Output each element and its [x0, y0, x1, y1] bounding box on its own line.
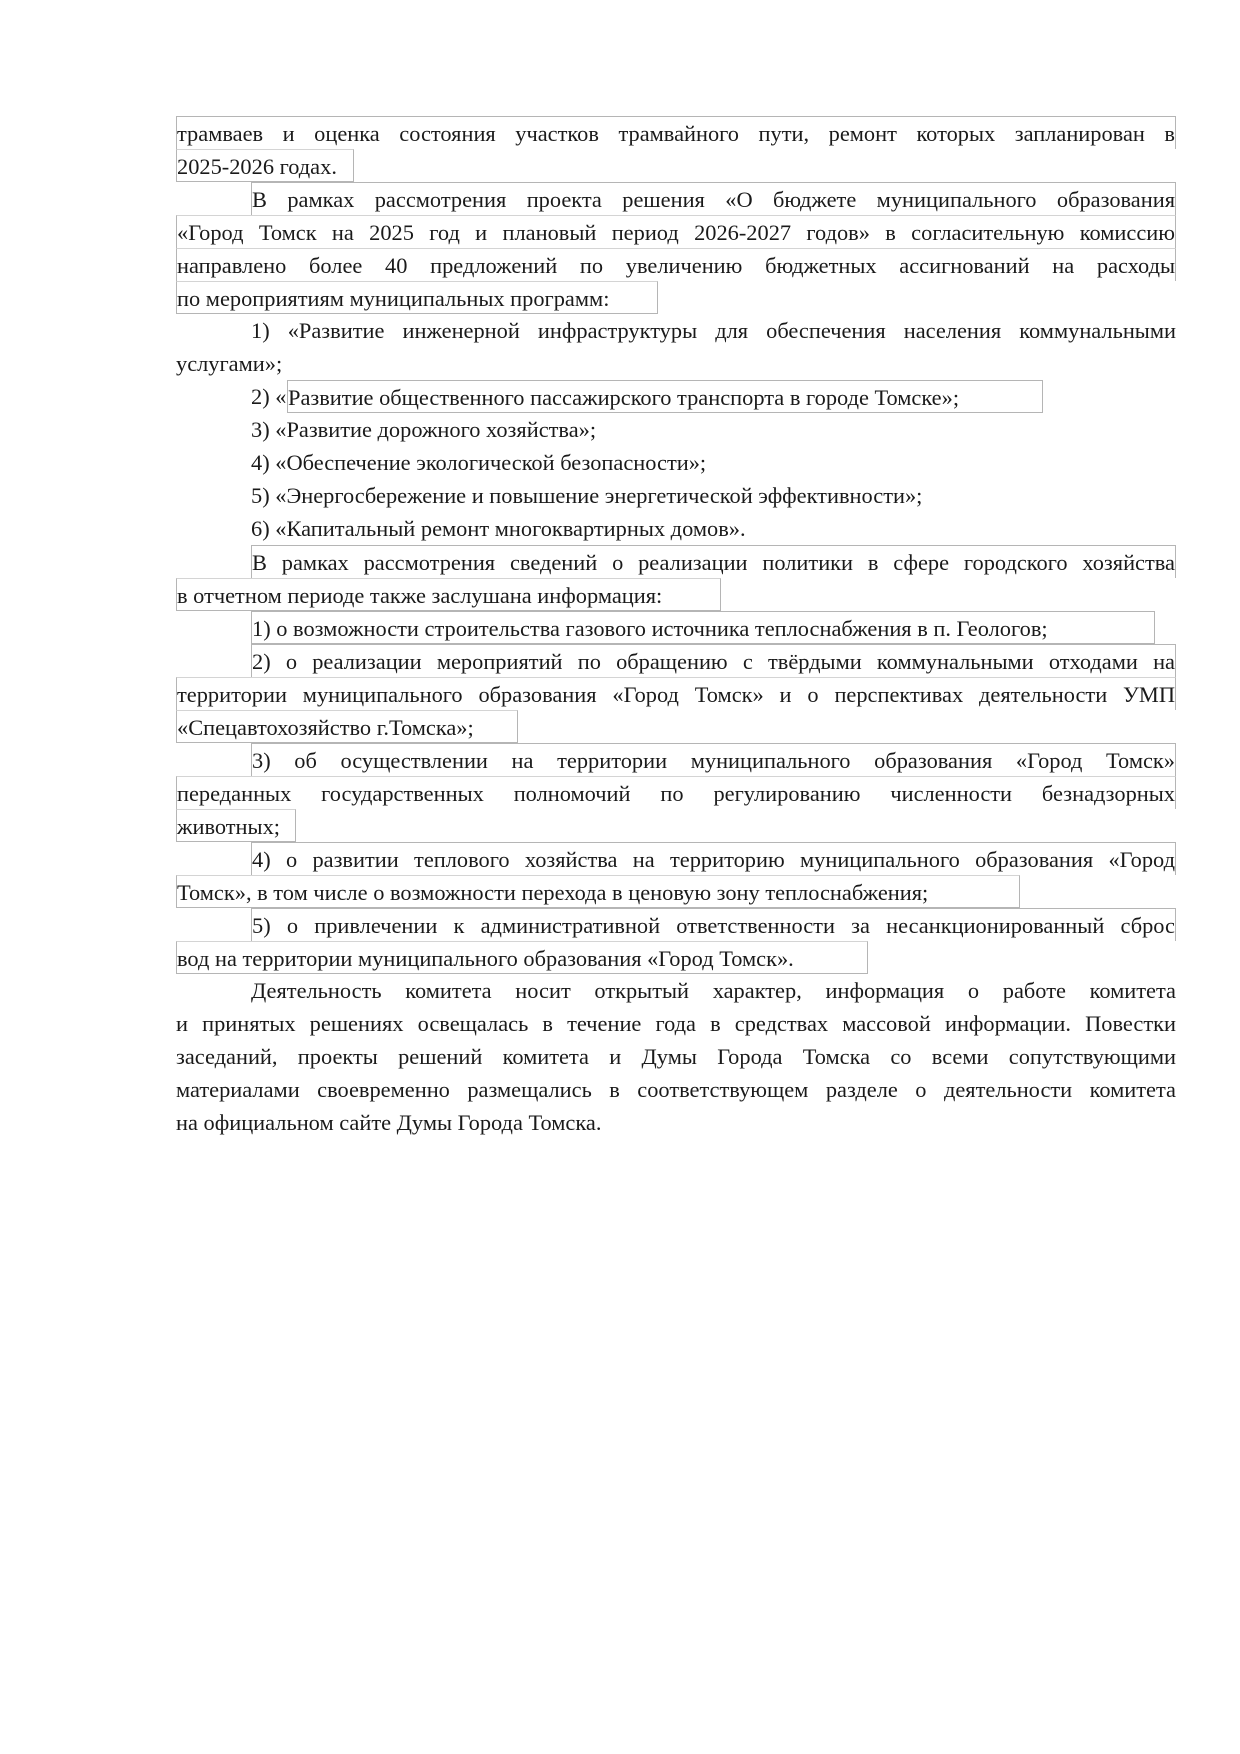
text-line: материалами своевременно размещались в соответствующем разделе о деятельности комитета [176, 1077, 1176, 1102]
text-line: в отчетном периоде также заслушана информация: [176, 578, 721, 611]
text-line: Томск», в том числе о возможности перехода в ценовую зону теплоснабжения; [176, 875, 1020, 908]
text-line: животных; [176, 809, 296, 842]
text-line: 1) о возможности строительства газового источника теплоснабжения в п. Геологов; [251, 611, 1155, 644]
text-line: 2025-2026 годах. [176, 149, 354, 182]
text-line: территории муниципального образования «Город Томск» и о перспективах деятельности УМП [176, 677, 1176, 710]
text-line: переданных государственных полномочий по регулированию численности безнадзорных [176, 776, 1176, 809]
text-line: 3) «Развитие дорожного хозяйства»; [251, 417, 597, 442]
text-line: 1) «Развитие инженерной инфраструктуры для обеспечения населения коммунальными [251, 318, 1176, 343]
text-line: 2) о реализации мероприятий по обращению с твёрдыми коммунальными отходами на [251, 644, 1176, 677]
text-line: 4) «Обеспечение экологической безопасности»; [251, 450, 707, 475]
text-line: на официальном сайте Думы Города Томска. [176, 1110, 602, 1135]
text-line: и принятых решениях освещалась в течение года в средствах массовой информации. Повестки [176, 1011, 1176, 1036]
text-line: 2) « [251, 384, 287, 409]
text-line: Развитие общественного пассажирского транспорта в городе Томске»; [287, 380, 1043, 413]
text-line: заседаний, проекты решений комитета и Думы Города Томска со всеми сопутствующими [176, 1044, 1176, 1069]
text-line: 5) «Энергосбережение и повышение энергетической эффективности»; [251, 483, 923, 508]
text-line: 5) о привлечении к административной ответственности за несанкционированный сброс [251, 908, 1176, 941]
text-line: «Спецавтохозяйство г.Томска»; [176, 710, 518, 743]
text-line: трамваев и оценка состояния участков трамвайного пути, ремонт которых запланирован в [176, 116, 1176, 149]
text-line: В рамках рассмотрения проекта решения «О бюджете муниципального образования [251, 182, 1176, 215]
text-line: по мероприятиям муниципальных программ: [176, 281, 658, 314]
text-line: 6) «Капитальный ремонт многоквартирных домов». [251, 516, 746, 541]
text-line: Деятельность комитета носит открытый характер, информация о работе комитета [251, 978, 1176, 1003]
text-line: В рамках рассмотрения сведений о реализации политики в сфере городского хозяйства [251, 545, 1176, 578]
text-line: направлено более 40 предложений по увеличению бюджетных ассигнований на расходы [176, 248, 1176, 281]
text-line: услугами»; [176, 351, 283, 376]
text-line: вод на территории муниципального образования «Город Томск». [176, 941, 868, 974]
text-line: «Город Томск на 2025 год и плановый период 2026-2027 годов» в согласительную комиссию [176, 215, 1176, 248]
text-line: 3) об осуществлении на территории муниципального образования «Город Томск» [251, 743, 1176, 776]
text-line: 4) о развитии теплового хозяйства на территорию муниципального образования «Город [251, 842, 1176, 875]
